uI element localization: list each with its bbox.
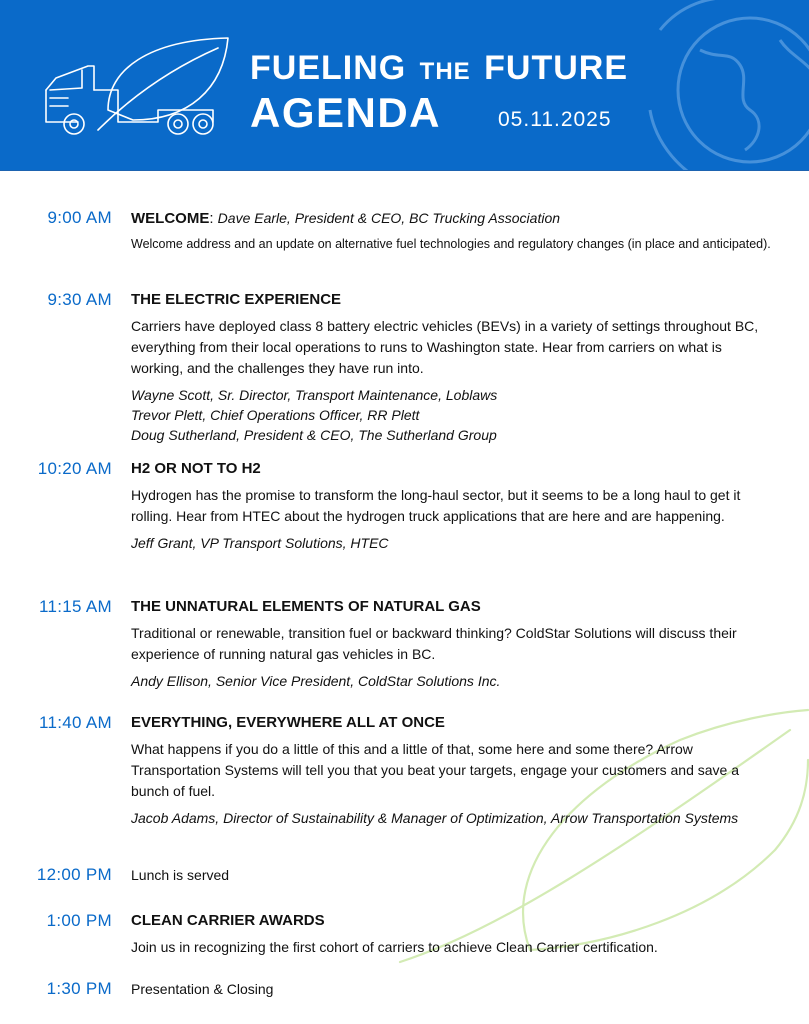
- agenda-speakers: [131, 385, 771, 445]
- agenda-title: H2 OR NOT TO H2: [131, 460, 261, 477]
- agenda-description: Welcome address and an update on alternative fuel technologies and regulatory changes (in place and anticipated).: [131, 237, 771, 251]
- speaker: Trevor Plett, Chief Operations Officer, RR Plett: [131, 407, 420, 423]
- agenda-speakers: [131, 671, 771, 691]
- event-date: 05.11.2025: [498, 108, 612, 131]
- agenda-description: Carriers have deployed class 8 battery electric vehicles (BEVs) in a variety of settings throughout BC, everything from their local operations to runs to Washington state. Hear from carriers on what is working, and the challenges they have run into.: [131, 318, 759, 376]
- page-title-line1: FUELING THE FUTURE: [250, 49, 629, 87]
- agenda-time: 9:30 AM: [47, 290, 112, 309]
- globe-icon: [640, 0, 809, 170]
- agenda-time: 1:30 PM: [46, 979, 112, 998]
- speaker: Doug Sutherland, President & CEO, The Sutherland Group: [131, 427, 497, 443]
- agenda-time: 1:00 PM: [46, 911, 112, 930]
- agenda-time: 12:00 PM: [36, 865, 112, 884]
- agenda-note: Lunch is served: [131, 867, 230, 883]
- agenda-title: EVERYTHING, EVERYWHERE ALL AT ONCE: [131, 714, 445, 731]
- agenda-description: Join us in recognizing the first cohort of carriers to achieve Clean Carrier certification.: [131, 939, 658, 955]
- truck-leaf-icon: [38, 30, 238, 140]
- speaker: Andy Ellison, Senior Vice President, ColdStar Solutions Inc.: [131, 673, 501, 689]
- agenda-time: 11:40 AM: [39, 713, 112, 732]
- agenda-description: Traditional or renewable, transition fuel or backward thinking? ColdStar Solutions will discuss their experience of running natural gas vehicles in BC.: [131, 625, 737, 662]
- agenda-title: THE ELECTRIC EXPERIENCE: [131, 291, 342, 308]
- agenda-description: What happens if you do a little of this and a little of that, some here and some there? Arrow Transportation Systems will tell you that you beat your targets, engage your customers and save a bunch of fuel.: [131, 741, 740, 799]
- agenda-title: CLEAN CARRIER AWARDS: [131, 912, 325, 929]
- agenda-time: 11:15 AM: [39, 597, 112, 616]
- agenda-note: Presentation & Closing: [131, 981, 274, 997]
- agenda-speakers: [131, 808, 771, 828]
- agenda-title: THE UNNATURAL ELEMENTS OF NATURAL GAS: [131, 598, 481, 615]
- header-divider: [0, 170, 809, 171]
- agenda-time: 10:20 AM: [37, 459, 112, 478]
- speaker: Wayne Scott, Sr. Director, Transport Maintenance, Loblaws: [131, 387, 498, 403]
- page-title-line2: AGENDA: [250, 89, 442, 136]
- speaker: Jeff Grant, VP Transport Solutions, HTEC: [131, 535, 389, 551]
- agenda-speaker: Dave Earle, President & CEO, BC Trucking Association: [217, 210, 561, 226]
- speaker: Jacob Adams, Director of Sustainability & Manager of Optimization, Arrow Transportation Systems: [131, 810, 739, 826]
- agenda-time: 9:00 AM: [47, 208, 112, 227]
- agenda-title: WELCOME: [131, 210, 210, 227]
- header-banner: [0, 0, 809, 170]
- agenda-speakers: [131, 533, 771, 553]
- agenda-description: Hydrogen has the promise to transform the long-haul sector, but it seems to be a long haul to get it rolling. Hear from HTEC about the hydrogen truck applications that are here and are happening.: [131, 487, 741, 524]
